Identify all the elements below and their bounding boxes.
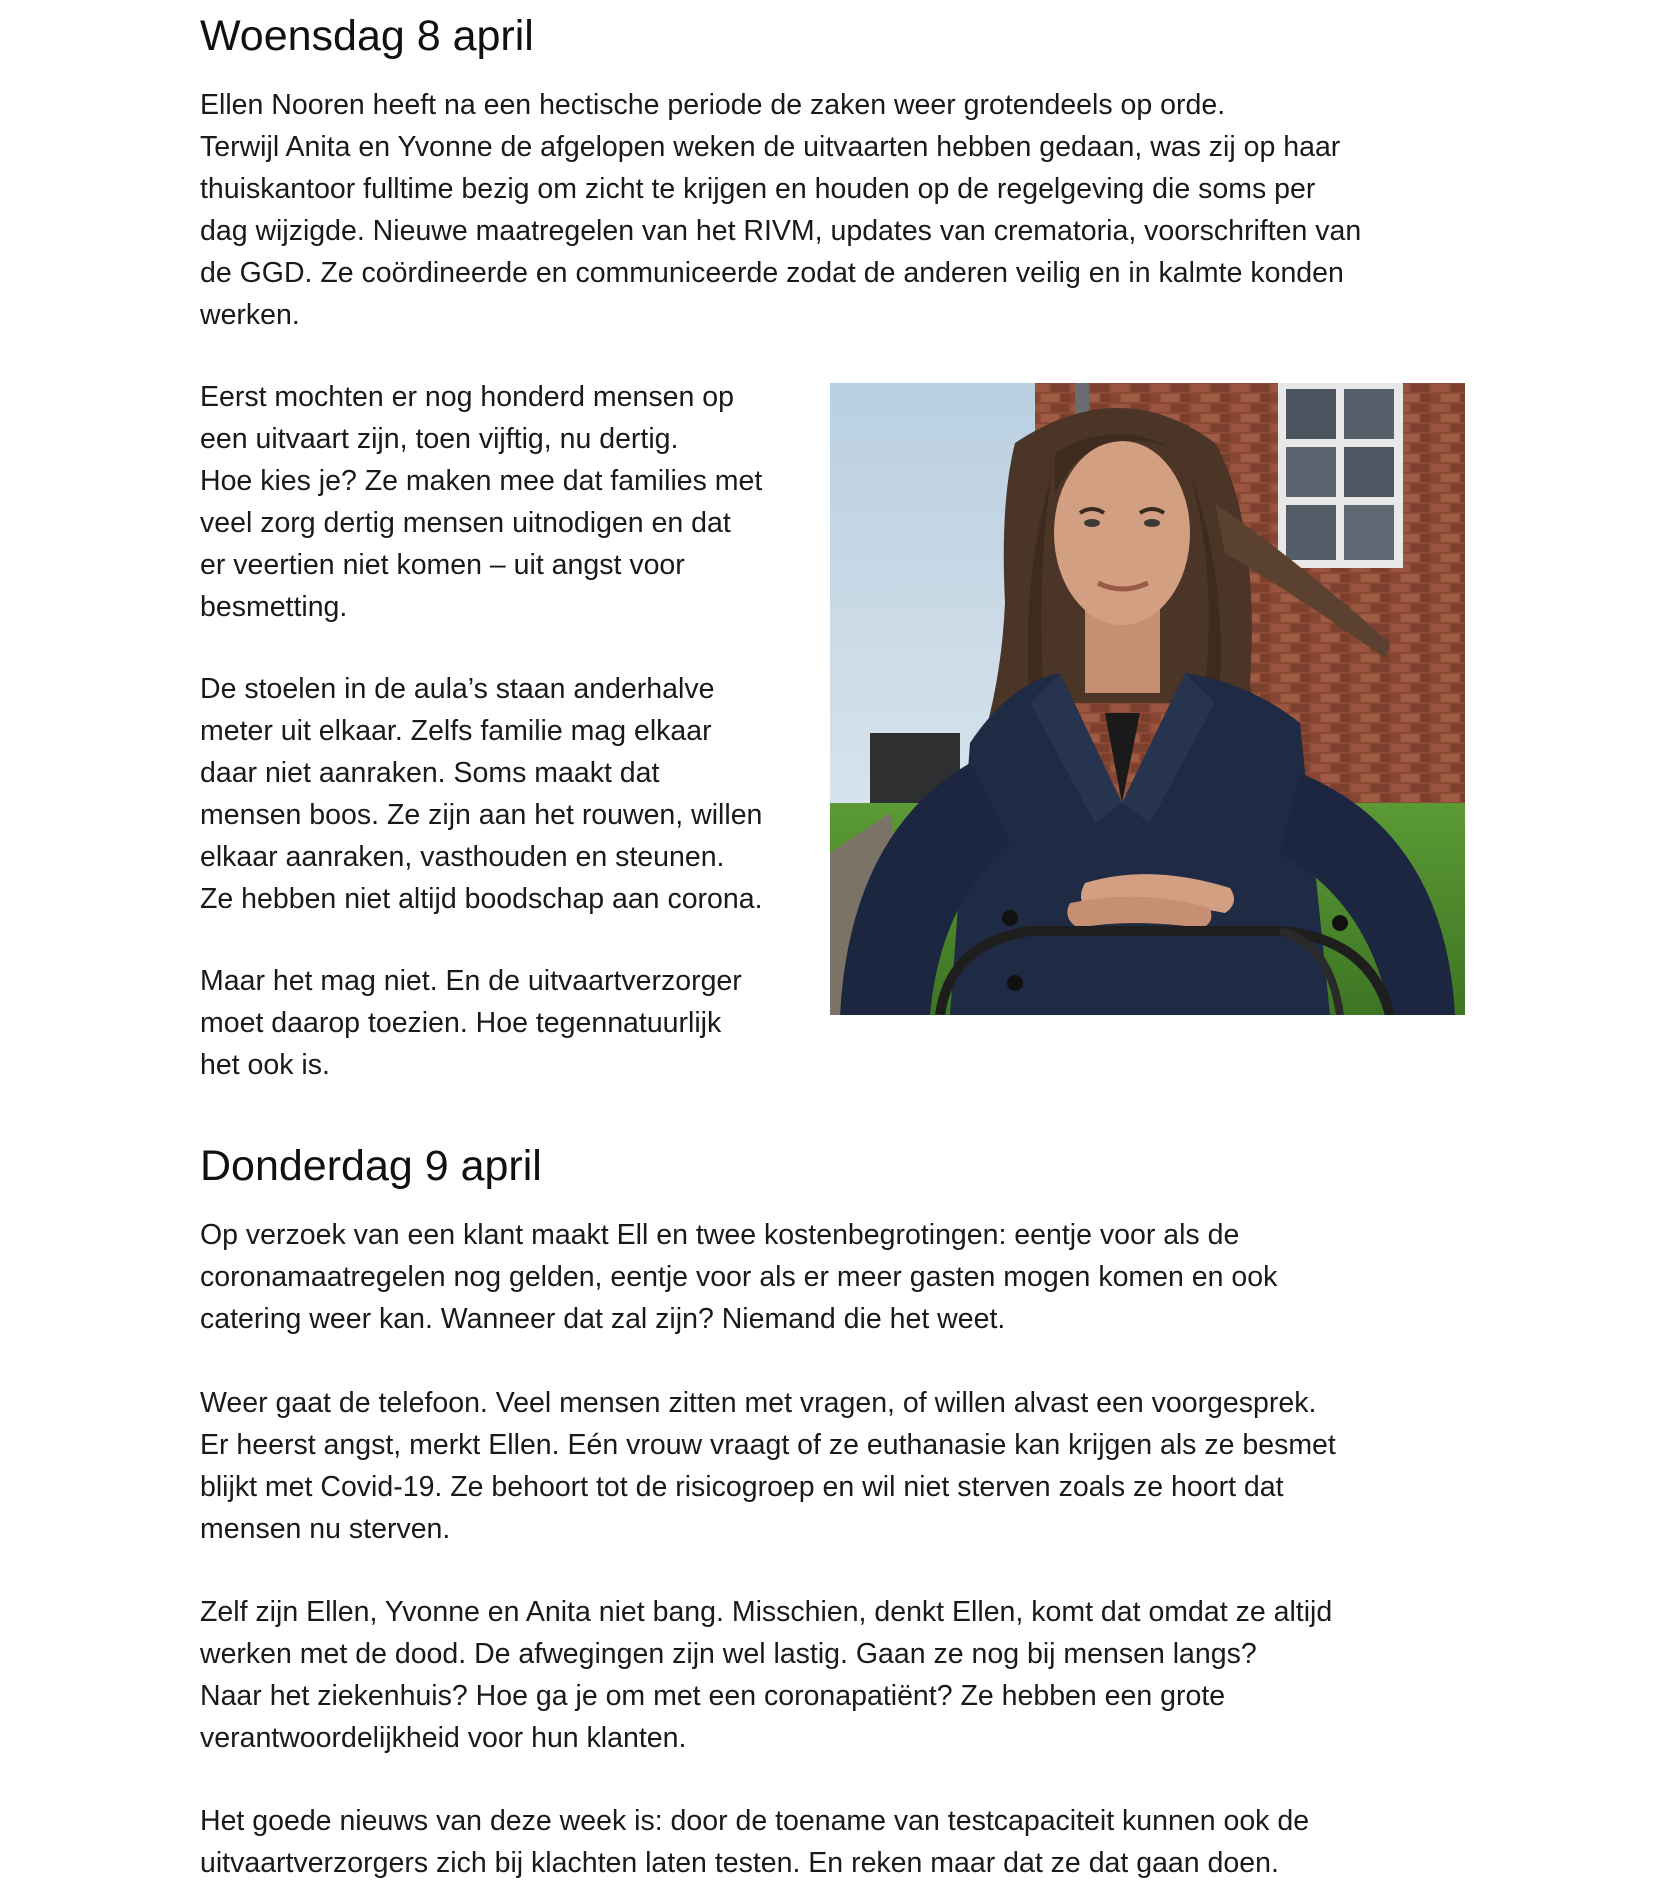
section-heading-woensdag: Woensdag 8 april [200, 12, 534, 60]
paragraph-cost-estimates: Op verzoek van een klant maakt Ell en twee kostenbegrotingen: eentje voor als de coronamaatregelen nog gelden, eentje voor als er meer gasten mogen komen en ook catering weer kan. Wanneer dat zal zijn? Niemand die het weet. [200, 1219, 1278, 1335]
portrait-illustration [830, 383, 1465, 1015]
column-paragraph-chairs: De stoelen in de aula’s staan anderhalve meter uit elkaar. Zelfs familie mag elkaar daar niet aanraken. Soms maakt dat mensen boos. Ze zijn aan het rouwen, willen elkaar aanraken, vasthouden en steunen. Ze hebben niet altijd boodschap aan corona. [200, 673, 763, 915]
section-heading-donderdag: Donderdag 9 april [200, 1142, 542, 1190]
paragraph-good-news: Het goede nieuws van deze week is: door de toename van testcapaciteit kunnen ook de uitvaartverzorgers zich bij klachten laten testen. En reken maar dat ze dat gaan doen. [200, 1805, 1310, 1879]
intro-paragraph: Ellen Nooren heeft na een hectische periode de zaken weer grotendeels op orde. Terwijl Anita en Yvonne de afgelopen weken de uitvaarten hebben gedaan, was zij op haar thuiskantoor fulltime bezig om zicht te krijgen en houden op de regelgeving die soms per dag wijzigde. Nieuwe maatregelen van het RIVM, updates van crematoria, voorschriften van de GGD. Ze coördineerde en communiceerde zodat de anderen veilig en in kalmte konden werken. [200, 89, 1362, 331]
portrait-photo [830, 383, 1465, 1015]
column-paragraph-not-allowed: Maar het mag niet. En de uitvaartverzorger moet daarop toezien. Hoe tegennatuurlijk het ook is. [200, 965, 742, 1081]
column-paragraph-attendance: Eerst mochten er nog honderd mensen op een uitvaart zijn, toen vijftig, nu dertig. Hoe kies je? Ze maken mee dat families met veel zorg dertig mensen uitnodigen en dat er veertien niet komen – uit angst voor besmetting. [200, 381, 763, 623]
paragraph-not-afraid: Zelf zijn Ellen, Yvonne en Anita niet bang. Misschien, denkt Ellen, komt dat omdat ze altijd werken met de dood. De afwegingen zijn wel lastig. Gaan ze nog bij mensen langs? Naar het ziekenhuis? Hoe ga je om met een coronapatiënt? Ze hebben een grote verantwoordelijkheid voor hun klanten. [200, 1596, 1333, 1754]
paragraph-phone-calls: Weer gaat de telefoon. Veel mensen zitten met vragen, of willen alvast een voorgesprek. Er heerst angst, merkt Ellen. Eén vrouw vraagt of ze euthanasie kan krijgen als ze besmet blijkt met Covid-19. Ze behoort tot de risicogroep en wil niet sterven zoals ze hoort dat mensen nu sterven. [200, 1387, 1336, 1545]
